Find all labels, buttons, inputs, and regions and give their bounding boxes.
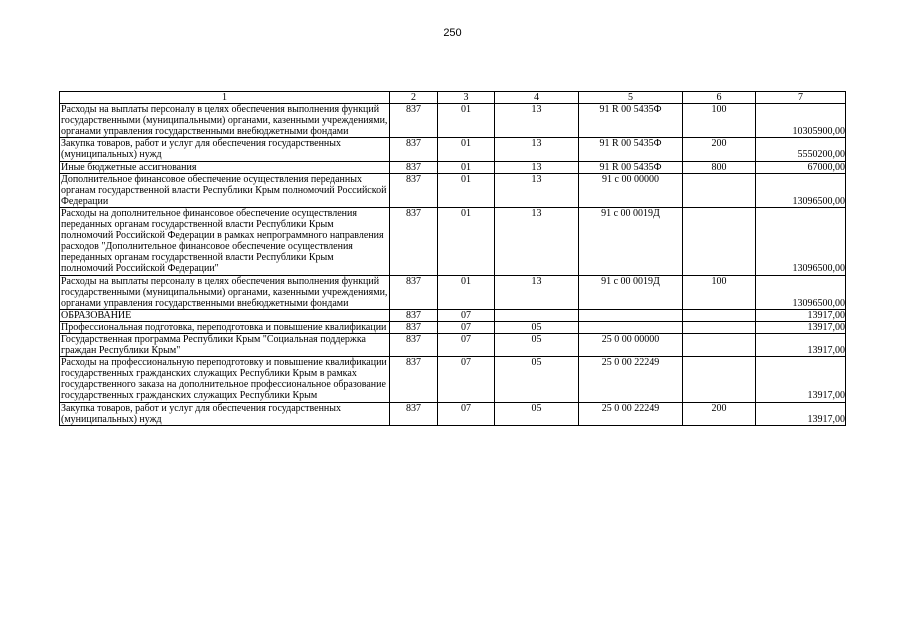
page-number: 250 [443, 27, 462, 39]
table-row [60, 161, 846, 173]
row-amount-cell: 13096500,00 [756, 275, 846, 309]
row-amount-cell: 67000,00 [756, 161, 846, 173]
table-row [60, 104, 846, 138]
header-cell: 6 [683, 92, 756, 104]
row-expense-type-cell [683, 207, 756, 275]
header-cell: 3 [438, 92, 495, 104]
row-expense-type-cell [683, 333, 756, 356]
row-subsection-cell: 05 [495, 357, 579, 402]
row-name-cell: Расходы на профессиональную переподготовку и повышение квалификации государственных гражданских служащих Республики Крым в рамках государственного заказа на дополнительное профессиональное образование государственных гражданских служащих Республики Крым [60, 357, 390, 402]
row-section-cell: 01 [438, 104, 495, 138]
row-amount-cell: 13096500,00 [756, 207, 846, 275]
table-row [60, 333, 846, 356]
budget-table [59, 91, 846, 426]
row-name-cell: Расходы на дополнительное финансовое обеспечение осуществления переданных органам государственной власти Республики Крым полномочий Российской Федерации в рамках непрограммного направления расходов "Дополнительное финансовое обеспечение осуществления переданных органам государственной власти Республики Крым полномочий Российской Федерации" [60, 207, 390, 275]
row-expense-type-cell: 200 [683, 402, 756, 425]
row-name-cell: ОБРАЗОВАНИЕ [60, 309, 390, 321]
row-amount-cell: 5550200,00 [756, 138, 846, 161]
table-row [60, 207, 846, 275]
row-amount-cell: 13917,00 [756, 321, 846, 333]
row-amount-cell: 13917,00 [756, 333, 846, 356]
row-amount-cell: 13096500,00 [756, 173, 846, 207]
row-name-cell: Государственная программа Республики Крым "Социальная поддержка граждан Республики Крым" [60, 333, 390, 356]
table-row [60, 275, 846, 309]
row-target-article-cell: 25 0 00 22249 [579, 402, 683, 425]
row-expense-type-cell: 100 [683, 275, 756, 309]
table-row [60, 173, 846, 207]
row-amount-cell: 13917,00 [756, 402, 846, 425]
row-section-cell: 01 [438, 138, 495, 161]
row-name-cell: Расходы на выплаты персоналу в целях обеспечения выполнения функций государственными (муниципальными) органами, казенными учреждениями, органами управления государственными внебюджетными фондами [60, 275, 390, 309]
header-cell: 5 [579, 92, 683, 104]
table-header-row [60, 92, 846, 104]
row-expense-type-cell [683, 321, 756, 333]
row-subsection-cell: 13 [495, 104, 579, 138]
row-section-cell: 01 [438, 275, 495, 309]
row-ved-cell: 837 [390, 104, 438, 138]
row-ved-cell: 837 [390, 321, 438, 333]
row-expense-type-cell: 800 [683, 161, 756, 173]
table-row [60, 321, 846, 333]
row-subsection-cell: 13 [495, 173, 579, 207]
row-section-cell: 07 [438, 402, 495, 425]
row-amount-cell: 10305900,00 [756, 104, 846, 138]
row-section-cell: 07 [438, 333, 495, 356]
row-ved-cell: 837 [390, 173, 438, 207]
row-amount-cell: 13917,00 [756, 309, 846, 321]
table-row [60, 138, 846, 161]
row-expense-type-cell [683, 173, 756, 207]
row-target-article-cell: 91 с 00 00000 [579, 173, 683, 207]
row-ved-cell: 837 [390, 333, 438, 356]
table-row [60, 309, 846, 321]
row-subsection-cell: 13 [495, 275, 579, 309]
row-name-cell: Дополнительное финансовое обеспечение осуществления переданных органам государственной власти Республики Крым полномочий Российской Федерации [60, 173, 390, 207]
table-row [60, 402, 846, 425]
row-section-cell: 07 [438, 321, 495, 333]
row-subsection-cell: 13 [495, 161, 579, 173]
row-ved-cell: 837 [390, 357, 438, 402]
row-subsection-cell: 13 [495, 138, 579, 161]
row-target-article-cell: 91 с 00 0019Д [579, 275, 683, 309]
row-section-cell: 07 [438, 357, 495, 402]
row-ved-cell: 837 [390, 138, 438, 161]
row-amount-cell: 13917,00 [756, 357, 846, 402]
row-ved-cell: 837 [390, 309, 438, 321]
row-name-cell: Закупка товаров, работ и услуг для обеспечения государственных (муниципальных) нужд [60, 402, 390, 425]
header-cell: 1 [60, 92, 390, 104]
table-row [60, 357, 846, 402]
row-target-article-cell: 91 R 00 5435Ф [579, 138, 683, 161]
row-expense-type-cell [683, 309, 756, 321]
row-section-cell: 01 [438, 173, 495, 207]
row-section-cell: 01 [438, 207, 495, 275]
row-subsection-cell [495, 309, 579, 321]
header-cell: 2 [390, 92, 438, 104]
header-cell: 7 [756, 92, 846, 104]
row-target-article-cell: 91 R 00 5435Ф [579, 161, 683, 173]
row-ved-cell: 837 [390, 207, 438, 275]
row-name-cell: Закупка товаров, работ и услуг для обеспечения государственных (муниципальных) нужд [60, 138, 390, 161]
row-name-cell: Расходы на выплаты персоналу в целях обеспечения выполнения функций государственными (муниципальными) органами, казенными учреждениями, органами управления государственными внебюджетными фондами [60, 104, 390, 138]
row-expense-type-cell: 100 [683, 104, 756, 138]
header-cell: 4 [495, 92, 579, 104]
row-target-article-cell: 25 0 00 00000 [579, 333, 683, 356]
table-body [60, 92, 846, 426]
row-target-article-cell: 91 с 00 0019Д [579, 207, 683, 275]
row-expense-type-cell [683, 357, 756, 402]
row-subsection-cell: 05 [495, 333, 579, 356]
row-section-cell: 01 [438, 161, 495, 173]
row-ved-cell: 837 [390, 275, 438, 309]
row-target-article-cell [579, 321, 683, 333]
row-name-cell: Иные бюджетные ассигнования [60, 161, 390, 173]
row-target-article-cell: 91 R 00 5435Ф [579, 104, 683, 138]
row-expense-type-cell: 200 [683, 138, 756, 161]
row-section-cell: 07 [438, 309, 495, 321]
row-target-article-cell: 25 0 00 22249 [579, 357, 683, 402]
row-name-cell: Профессиональная подготовка, переподготовка и повышение квалификации [60, 321, 390, 333]
row-subsection-cell: 05 [495, 321, 579, 333]
row-subsection-cell: 05 [495, 402, 579, 425]
row-ved-cell: 837 [390, 402, 438, 425]
row-ved-cell: 837 [390, 161, 438, 173]
row-subsection-cell: 13 [495, 207, 579, 275]
row-target-article-cell [579, 309, 683, 321]
